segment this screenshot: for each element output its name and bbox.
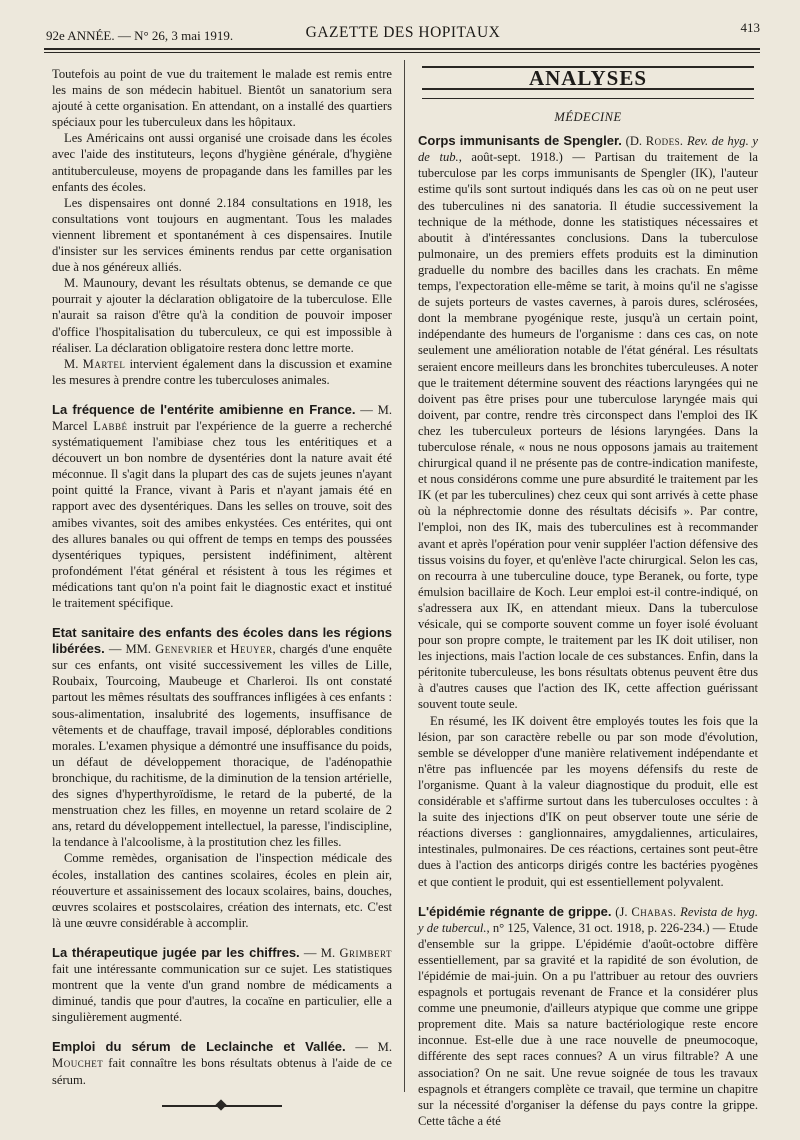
- author-name: Genevrier: [155, 642, 214, 657]
- ornament-diamond: [215, 1099, 226, 1110]
- journal-reference: . Rev. de hyg. y de tub.: [418, 134, 759, 165]
- paragraph-text: , chargés d'une enquête sur ces enfants, ont visité successivement les villes de Lille, Roubaix, Tourcoing, Maubeuge et Charleroi. Ils ont constaté partout les mêmes résultats des souffrances infligées à ces enfants : sous-alimentation, insalubrité des logements, insuffisance de vêtements et de chauffage, travail imposé, déplorables conditions morales. L'examen physique a démontré une insuffisance du poids, un défaut de développement thoracique, de l'adénopathie bronchique, du rachitisme, de la diminution de la tension artérielle, des signes d'hyperthyroïdisme, le retard de la puberté, de la menstruation chez les filles, en moyenne un retard scolaire de 2 ans, retard du développement intellectuel, la paresse, l'indiscipline, la tendance à l'alcoolisme, à la prostitution chez les filles.: [52, 642, 392, 850]
- text: — MM.: [104, 642, 156, 657]
- paragraph: Toutefois au point de vue du traitement le malade est remis entre les mains de son médecin habituel. Bientôt un sanatorium sera ajouté à cette organisation. En attendant, on a installé des quartiers spéciaux pour les tuberculeux dans les hôpitaux.: [52, 67, 392, 130]
- subsection-title: MÉDECINE: [554, 110, 622, 125]
- article-entry: [52, 1039, 392, 1087]
- text: — M.: [345, 1040, 392, 1055]
- text: (D.: [621, 134, 646, 149]
- text: M.: [64, 356, 83, 371]
- page-header: [46, 20, 760, 46]
- paragraph: [52, 356, 392, 388]
- article-heading: Etat sanitaire des enfants des écoles dans les régions libérées.: [52, 625, 392, 657]
- article-heading: La fréquence de l'entérite amibienne en France.: [52, 401, 356, 417]
- section-title: ANALYSES: [528, 66, 648, 90]
- paragraph-text: Etude d'ensemble sur la grippe. L'épidémie d'août-octobre diffère essentiellement, par sa gravité et la rapidité de son évolution, de l'épidémie de mai-juin. On a pu l'attribuer au retour des ouvriers espagnols et portugais revenant de France et la considérer plus comme une pneumonie, d'ailleurs atypique que comme une grippe proprement dite. Mais sa nature bactériologique reste encore inconnue. Est-elle due à une race nouvelle de pneumocoque, différente des sept races connues? A un virus filtrable? A une association? On ne sait. Une revue soignée de tous les travaux espagnols et étrangers complète ce travail, que termine un chapitre sur la nécessité d'organiser la défense du pays contre la grippe. Cette tâche a été: [418, 920, 758, 1128]
- reference-details: , août-sept. 1918.) —: [458, 150, 595, 165]
- article-entry: [52, 945, 392, 1025]
- header-rule-thin: [44, 52, 760, 53]
- author-name: Heuyer: [230, 642, 273, 657]
- right-column: [418, 64, 758, 1129]
- section-rule-thin: [422, 98, 754, 99]
- journal-title: GAZETTE DES HOPITAUX: [305, 24, 501, 41]
- paragraph-text: intervient également dans la discussion et examine les mesures à prendre contre les tuberculoses animales.: [52, 356, 392, 387]
- author-name: Mouchet: [52, 1056, 104, 1071]
- paragraph: Les Américains ont aussi organisé une croisade dans les écoles avec l'aide des instituteurs, leçons d'hygiène générale, d'hygiène antituberculeuse, moyens de propagande dans les familles par les enfants des écoles.: [52, 131, 392, 194]
- paragraph-text: Partisan du traitement de la tuberculose par les corps immunisants de Spengler (IK), l'auteur estime qu'ils sont surtout indiqués dans les cas où on ne peut user des tuberculines ni des sanatoria. Il étudie successivement la technique de la méthode, donne les statistiques nécessaires et aboutit à d'intéressantes conclusions. Dans la tuberculose pulmonaire, un des premiers effets produits est la diminution graduelle du nombre des bacilles dans les crachats. En même temps, l'expectoration elle-même se tarit, à moins qu'il ne s'agisse de sujets porteurs de vastes cavernes, à parois dures, sclérosées, dont la membrane pyogénique reste, jusqu'à un certain point, indépendante des humeurs de l'organisme : dans ces cas, on note seulement une amélioration notable de l'état général. Les résultats seraient encore meilleurs dans les bronchites tuberculeuses. A noter que le traitement détermine souvent des réactions laryngées qui ne doivent pas être prises pour une tuberculose laryngée mais qui doivent, par contre, rendre très circonspect dans l'emploi des IK chez les tuberculeux porteurs de lésions laryngées. Dans la tuberculose rénale, « nous ne nous opposons jamais au traitement chirurgical quand il ne présente pas de contre-indication manifeste, et nous considérons comme une pure absurdité le traitement par les IK (et par les tuberculines) chez ceux qui sont arrivés à cette phase où la néphrectomie donne des résultats décisifs ». Par contre, l'emploi, non des IK, mais des tuberculines est à recommander avant et après l'opération pour venir suppléer l'action défensive des tissus voisins du foyer, et qu'enlève l'acte chirurgical. Selon les cas, on recourra à une tuberculine douce, type Beranek, ou forte, type émulsion bacillaire de Koch. Leur emploi est-il contre-indiqué, on s'adressera aux IK, en attendant mieux. Dans la tuberculose vésicale, qui se comporte souvent comme un foyer isolé évoluant pour son propre compte, le traitement par les IK doit utiliser, non les injections, mais l'action locale de ces substances. Enfin, dans la péritonite tuberculeuse, les bons résultats obtenus peuvent être dus à d'autres causes que l'action des IK, cette affection guérissant souvent toute seule.: [418, 150, 758, 712]
- paragraph: Comme remèdes, organisation de l'inspection médicale des écoles, installation des cantines scolaires, écoles en plein air, réouverture et assainissement des locaux scolaires, bains, douches, œuvres scolaires et postscolaires, création des internats, etc. C'est là une œuvre considérable à accomplir.: [52, 851, 392, 930]
- left-column: [52, 66, 392, 1110]
- author-name: Grimbert: [339, 945, 392, 960]
- paragraph: [52, 275, 392, 355]
- text: (J.: [611, 904, 632, 919]
- author-name: Rodes: [645, 134, 681, 149]
- article-entry: [52, 625, 392, 850]
- paragraph-text: instruit par l'expérience de la guerre a recherché systématiquement l'amibiase chez tous les entéritiques et a découvert un bon nombre de dysentéries dont la nature avait été méconnue. Il s'agit dans la plupart des cas de sujets jeunes n'ayant point quitté la France, vivant à Paris et n'ayant jamais été en rapport avec des dysentériques. Dans les selles on trouve, soit des amibes vivantes, soit des amibes enkystées. Ces entérites, qui ont des allures banales ou qui offrent de temps en temps des poussées dysentériques typiques, persistent indéfiniment, altèrent profondément l'état général et résistent à tous les régimes et médications tant qu'on n'a point fait le diagnostic exact et institué le traitement spécifique.: [52, 418, 392, 610]
- text: — M.: [299, 945, 340, 960]
- column-divider: [404, 60, 405, 1092]
- article-entry: [418, 904, 758, 1129]
- text: et: [213, 642, 231, 657]
- paragraph: Les dispensaires ont donné 2.184 consultations en 1918, les consultations vont toujours en augmentant. Tous les malades viennent librement et spontanément à ces dispensaires. Inutile d'insister sur les services éminents rendus par cette organisation due à nos généreux alliés.: [52, 195, 392, 275]
- paragraph-text: fait connaître les bons résultats obtenus à l'aide de ce sérum.: [52, 1056, 392, 1087]
- issue-info: 92e ANNÉE. — N° 26, 3 mai 1919.: [46, 28, 234, 43]
- author-name: Martel: [82, 356, 126, 371]
- author-name: M. Maunoury: [64, 276, 135, 291]
- author-name: Chabas: [631, 904, 674, 919]
- end-ornament: [162, 1102, 282, 1110]
- page-number: 413: [740, 20, 760, 35]
- article-heading: L'épidémie régnante de grippe.: [418, 903, 612, 919]
- article-entry: [418, 133, 758, 712]
- article-entry: [52, 402, 392, 611]
- paragraph: En résumé, les IK doivent être employés toutes les fois que la lésion, par son caractère rebelle ou par son mode d'évolution, semble se développer d'une manière relativement indépendante et n'être pas influencée par les moyens défensifs du reste de l'organisme. Quant à la valeur diagnostique du produit, elle est considérable et s'affirme surtout dans les tuberculoses occultes : à la suite des injections d'IK on peut observer toute une série de réactions diverses : ganglionnaires, amygdaliennes, articulaires, intestinales, pulmonaires. De ces réactions, certaines sont peut-être dues à l'action des anticorps dirigés contre les bactéries pyogènes et que contient le produit, qui est essentiellement polyvalent.: [418, 713, 758, 889]
- reference-details: , n° 125, Valence, 31 oct. 1918, p. 226-234.) —: [486, 920, 729, 935]
- header-rule: [44, 48, 760, 50]
- text: — M. Marcel: [52, 402, 392, 433]
- article-heading: La thérapeutique jugée par les chiffres.: [52, 944, 300, 960]
- article-heading: Corps immunisants de Spengler.: [418, 133, 622, 149]
- author-name: Labbé: [93, 418, 128, 433]
- paragraph-text: , devant les résultats obtenus, se demande ce que pourrait y ajouter la déclaration obligatoire de la tuberculose. Elle n'aurait sa raison d'être qu'à la condition de pouvoir imposer d'office l'hospitalisation du tuberculeux, ce qui est impossible à réaliser. La déclaration obligatoire restera donc lettre morte.: [52, 276, 392, 355]
- journal-reference: . Revista de hyg. y de tubercul.: [418, 904, 758, 935]
- paragraph-text: fait une intéressante communication sur ce sujet. Les statistiques montrent que la vente d'un grand nombre de médicaments a diminué, tandis que pour d'autres, la cocaïne en particulier, elle a singulièrement augmenté.: [52, 961, 392, 1025]
- article-heading: Emploi du sérum de Leclainche et Vallée.: [52, 1039, 346, 1055]
